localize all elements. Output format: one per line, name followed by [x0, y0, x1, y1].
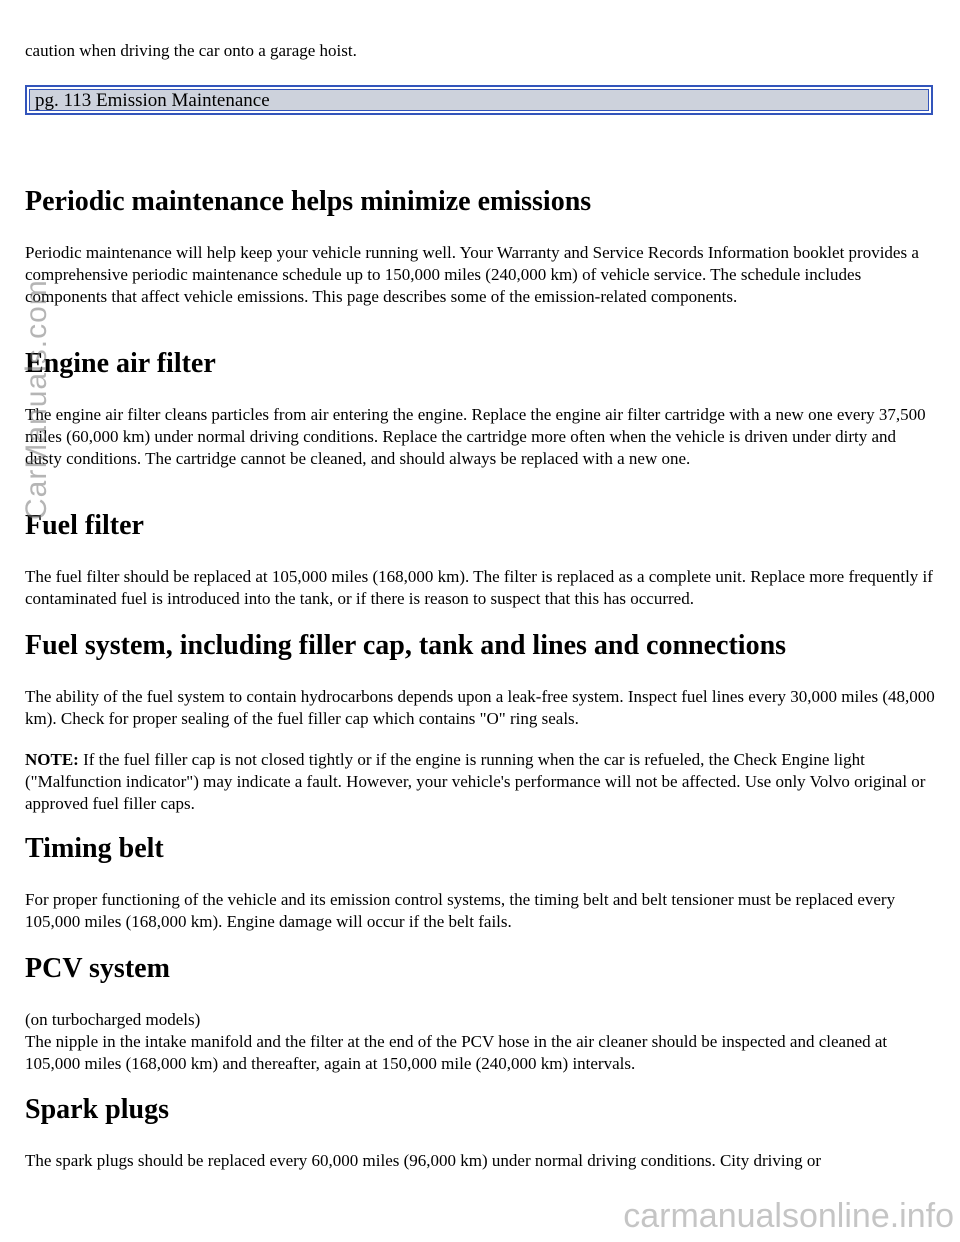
section-title-periodic-maintenance: Periodic maintenance helps minimize emissions — [25, 186, 592, 217]
section-body-fuel-filter: The fuel filter should be replaced at 105,000 miles (168,000 km). The filter is replaced as a complete unit. Replace more frequently if contaminated fuel is introduced into the tank, or if there is reason to suspect that this has occurred. — [25, 567, 933, 608]
section-title-timing-belt: Timing belt — [25, 833, 164, 864]
section-body-timing-belt: For proper functioning of the vehicle and its emission control systems, the timing belt and belt tensioner must be replaced every 105,000 miles (168,000 km). Engine damage will occur if the belt fails. — [25, 890, 896, 931]
section-title-spark-plugs: Spark plugs — [25, 1094, 169, 1125]
intro-text: caution when driving the car onto a garage hoist. — [25, 41, 357, 60]
bottom-watermark: carmanualsonline.info — [623, 1197, 954, 1235]
section-title-engine-air-filter: Engine air filter — [25, 348, 216, 379]
section-subtitle-pcv-system: (on turbocharged models) — [25, 1010, 201, 1029]
section-body-pcv-system: The nipple in the intake manifold and the filter at the end of the PCV hose in the air cleaner should be inspected and cleaned at 105,000 miles (168,000 km) and thereafter, again at 150,000 mile (240,000 km) intervals. — [25, 1032, 888, 1073]
section-title-fuel-filter: Fuel filter — [25, 510, 144, 541]
page-header-bar — [25, 85, 933, 115]
section-body-engine-air-filter: The engine air filter cleans particles from air entering the engine. Replace the engine air filter cartridge with a new one every 37,500 miles (60,000 km) under normal driving conditions. Replace the cartridge more often when the vehicle is driven under dirty and dusty conditions. The cartridge cannot be cleaned, and should always be replaced with a new one. — [25, 405, 926, 468]
note-paragraph — [25, 749, 937, 815]
section-title-fuel-system: Fuel system, including filler cap, tank and lines and connections — [25, 630, 787, 661]
side-watermark: CarManuals.com — [20, 279, 53, 520]
section-body-spark-plugs: The spark plugs should be replaced every 60,000 miles (96,000 km) under normal driving conditions. City driving or — [25, 1151, 822, 1170]
page-header-label: pg. 113 Emission Maintenance — [29, 89, 929, 111]
note-text: If the fuel filler cap is not closed tightly or if the engine is running when the car is refueled, the Check Engine light ("Malfunction indicator") may indicate a fault. However, your vehicle's performance will not be affected. Use only Volvo original or approved fuel filler caps. — [25, 750, 926, 813]
section-body-fuel-system: The ability of the fuel system to contain hydrocarbons depends upon a leak-free system. Inspect fuel lines every 30,000 miles (48,000 km). Check for proper sealing of the fuel filler cap which contains "O" ring seals. — [25, 687, 935, 728]
note-label: NOTE: — [25, 750, 79, 769]
section-title-pcv-system: PCV system — [25, 953, 170, 984]
section-body-periodic-maintenance: Periodic maintenance will help keep your vehicle running well. Your Warranty and Service Records Information booklet provides a comprehensive periodic maintenance schedule up to 150,000 miles (240,000 km) of vehicle service. The schedule includes components that affect vehicle emissions. This page describes some of the emission-related components. — [25, 243, 919, 306]
